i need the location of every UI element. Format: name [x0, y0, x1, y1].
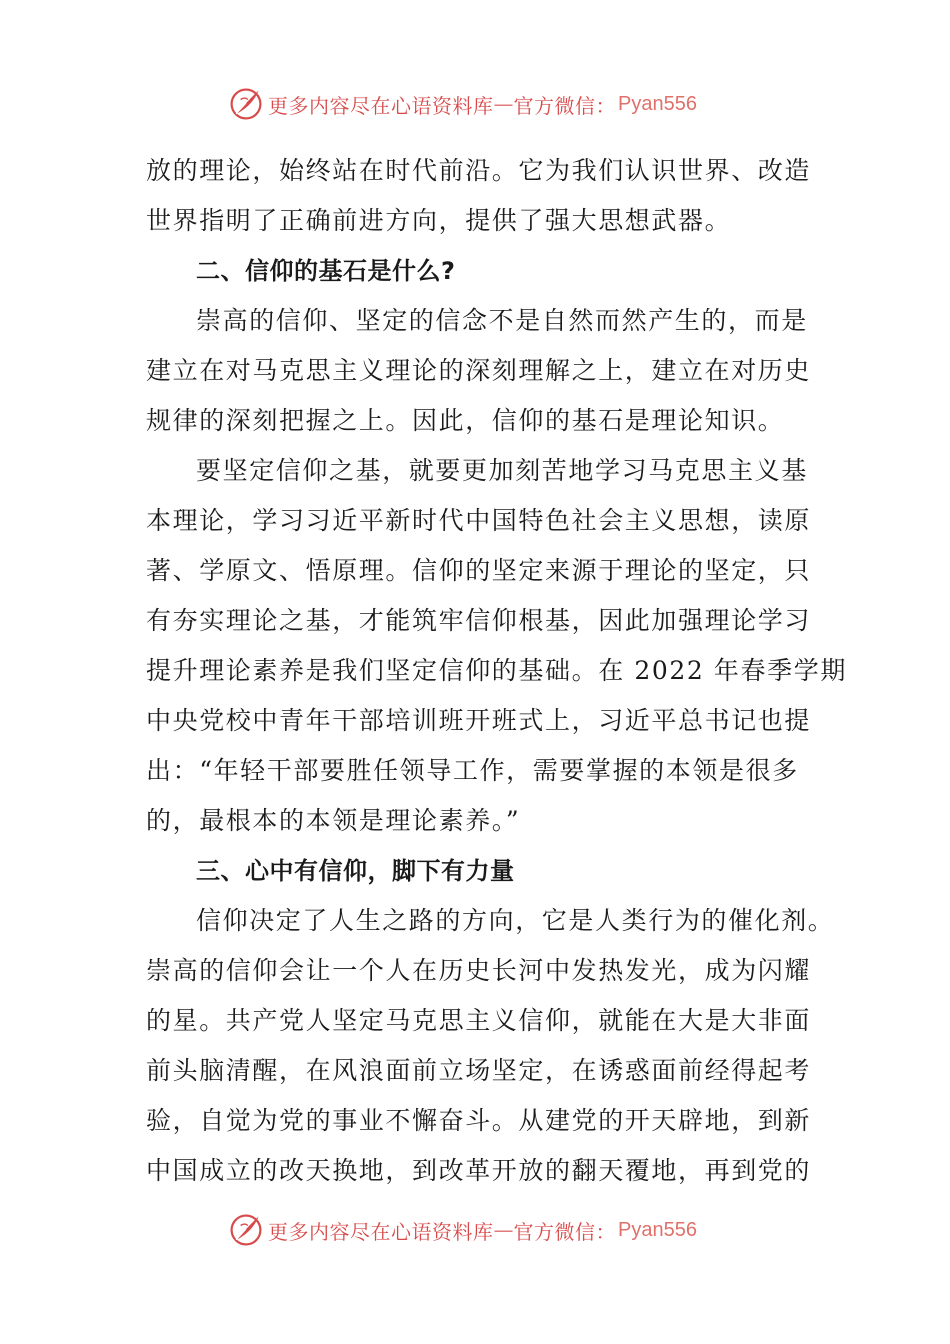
text-line: 著、学原文、悟原理。信仰的坚定来源于理论的坚定，只 [146, 556, 812, 585]
watermark-dash: — [493, 1218, 514, 1242]
text-line: 提升理论素养是我们坚定信仰的基础。在 2022 年春季学期 [146, 656, 847, 685]
watermark-wechat-label: 官方微信： [513, 93, 616, 118]
text-line: 建立在对马克思主义理论的深刻理解之上，建立在对历史 [146, 356, 812, 385]
footer-watermark [228, 1210, 697, 1250]
text-line: 的，最根本的本领是理论素养。” [146, 806, 521, 835]
text-line: 世界指明了正确前进方向，提供了强大思想武器。 [146, 206, 732, 235]
watermark-brand: 更多内容尽在心语资料库 [268, 93, 494, 118]
watermark-dash: — [493, 92, 514, 116]
document-body [146, 146, 847, 1196]
text-line: 中国成立的改天换地，到改革开放的翻天覆地，再到党的 [146, 1156, 812, 1185]
header-watermark [228, 84, 697, 124]
quill-logo-icon [228, 1212, 264, 1248]
watermark-wechat-id: Pyan556 [618, 1218, 697, 1241]
text-line: 验，自觉为党的事业不懈奋斗。从建党的开天辟地，到新 [146, 1106, 812, 1135]
text-line: 本理论，学习习近平新时代中国特色社会主义思想，读原 [146, 506, 812, 535]
watermark-brand: 更多内容尽在心语资料库 [268, 1219, 494, 1244]
text-line: 出：“年轻干部要胜任领导工作，需要掌握的本领是很多 [146, 756, 799, 785]
section-heading: 三、心中有信仰，脚下有力量 [196, 857, 515, 885]
text-line: 崇高的信仰、坚定的信念不是自然而然产生的，而是 [196, 306, 808, 335]
watermark-wechat-id: Pyan556 [618, 92, 697, 115]
text-line: 中央党校中青年干部培训班开班式上，习近平总书记也提 [146, 706, 812, 735]
text-line: 崇高的信仰会让一个人在历史长河中发热发光，成为闪耀 [146, 956, 812, 985]
section-heading: 二、信仰的基石是什么? [196, 257, 456, 285]
text-line: 要坚定信仰之基，就要更加刻苦地学习马克思主义基 [196, 456, 808, 485]
text-line: 前头脑清醒，在风浪面前立场坚定，在诱惑面前经得起考 [146, 1056, 812, 1085]
watermark-wechat-label: 官方微信： [513, 1219, 616, 1244]
text-line: 有夯实理论之基，才能筑牢信仰根基，因此加强理论学习 [146, 606, 812, 635]
quill-logo-icon [228, 86, 264, 122]
text-line: 信仰决定了人生之路的方向，它是人类行为的催化剂。 [196, 906, 835, 935]
text-line: 放的理论，始终站在时代前沿。它为我们认识世界、改造 [146, 156, 812, 185]
text-line: 规律的深刻把握之上。因此，信仰的基石是理论知识。 [146, 406, 785, 435]
text-line: 的星。共产党人坚定马克思主义信仰，就能在大是大非面 [146, 1006, 812, 1035]
